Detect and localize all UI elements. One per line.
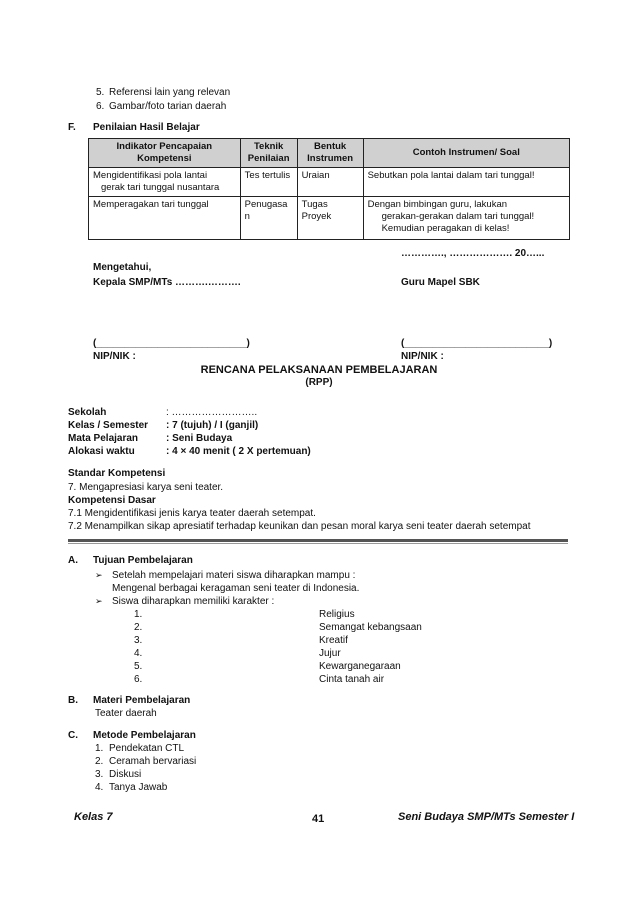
- ref-item-5-num: 5.: [96, 87, 105, 98]
- rpp-title: RENCANA PELAKSANAAN PEMBELAJARAN: [200, 364, 438, 376]
- sk-title: Standar Kompetensi: [68, 468, 166, 479]
- table-header-bentuk: Bentuk Instrumen: [297, 139, 363, 168]
- ref-item-6-num: 6.: [96, 101, 105, 112]
- assessment-table: [88, 138, 570, 240]
- table-cell: [89, 168, 241, 197]
- footer-left: Kelas 7: [74, 811, 113, 823]
- karakter-num: 6.: [134, 674, 143, 685]
- karakter-num: 3.: [134, 635, 143, 646]
- footer-right: Seni Budaya SMP/MTs Semester I: [398, 811, 575, 823]
- table-cell: [297, 197, 363, 240]
- karakter-item: Religius: [319, 609, 355, 620]
- section-b-letter: B.: [68, 695, 78, 706]
- metode-item: Diskusi: [109, 769, 142, 780]
- ref-item-6: Gambar/foto tarian daerah: [109, 101, 227, 112]
- section-divider-thin: [68, 543, 568, 544]
- metode-num: 1.: [95, 743, 104, 754]
- right-nip: NIP/NIK :: [401, 351, 444, 362]
- karakter-item: Semangat kebangsaan: [319, 622, 422, 633]
- section-divider: [68, 539, 568, 542]
- cell-text: Tugas: [301, 199, 328, 210]
- karakter-num: 2.: [134, 622, 143, 633]
- table-header-teknik: Teknik Penilaian: [240, 139, 297, 168]
- section-a-letter: A.: [68, 555, 78, 566]
- tujuan-text-2: Mengenal berbagai keragaman seni teater di Indonesia.: [112, 583, 360, 594]
- metode-item: Tanya Jawab: [109, 782, 168, 793]
- section-a-title: Tujuan Pembelajaran: [93, 555, 193, 566]
- metode-item: Pendekatan CTL: [109, 743, 185, 754]
- karakter-item: Jujur: [319, 648, 341, 659]
- metode-num: 2.: [95, 756, 104, 767]
- identity-value-kelas: : 7 (tujuh) / I (ganjil): [166, 420, 259, 431]
- metode-num: 4.: [95, 782, 104, 793]
- karakter-item: Kewarganegaraan: [319, 661, 401, 672]
- table-cell: [363, 197, 569, 240]
- section-c-letter: C.: [68, 730, 78, 741]
- karakter-item: Cinta tanah air: [319, 674, 385, 685]
- section-b-title: Materi Pembelajaran: [93, 695, 191, 706]
- identity-label-sekolah: Sekolah: [68, 407, 107, 418]
- kd-item-1: 7.1 Mengidentifikasi jenis karya teater daerah setempat.: [68, 508, 316, 519]
- table-cell: Tes tertulis: [240, 168, 297, 197]
- section-f-letter: F.: [68, 122, 76, 133]
- table-cell: Uraian: [297, 168, 363, 197]
- left-signature-line: (___________________________): [93, 338, 250, 349]
- identity-label-mapel: Mata Pelajaran: [68, 433, 139, 444]
- identity-label-kelas: Kelas / Semester: [68, 420, 149, 431]
- tujuan-text-1: Setelah mempelajari materi siswa diharapkan mampu :: [112, 570, 356, 581]
- kd-item-2: 7.2 Menampilkan sikap apresiatif terhadap keunikan dan pesan moral karya seni teater daerah setempat: [68, 521, 531, 532]
- mengetahui-label: Mengetahui,: [93, 262, 152, 273]
- table-cell: Memperagakan tari tunggal: [89, 197, 241, 240]
- date-line: …………., ………………. 20…...: [401, 248, 545, 259]
- cell-text: gerakan-gerakan dalam tari tunggal!: [381, 211, 535, 222]
- identity-label-alokasi: Alokasi waktu: [68, 446, 135, 457]
- metode-item: Ceramah bervariasi: [109, 756, 197, 767]
- karakter-item: Kreatif: [319, 635, 348, 646]
- arrow-bullet-icon: ➢: [95, 596, 103, 606]
- cell-text: Kemudian peragakan di kelas!: [381, 223, 510, 234]
- section-c-title: Metode Pembelajaran: [93, 730, 196, 741]
- metode-num: 3.: [95, 769, 104, 780]
- cell-text: Proyek: [301, 211, 332, 222]
- table-header-row: [89, 139, 570, 168]
- table-header-contoh: Contoh Instrumen/ Soal: [363, 139, 569, 168]
- sk-item: 7. Mengapresiasi karya seni teater.: [68, 482, 224, 493]
- cell-text: Dengan bimbingan guru, lakukan: [367, 199, 508, 210]
- materi-text: Teater daerah: [95, 708, 157, 719]
- section-f-title: Penilaian Hasil Belajar: [93, 122, 200, 133]
- cell-text: Penugasa: [244, 199, 288, 210]
- karakter-num: 4.: [134, 648, 143, 659]
- cell-text: Mengidentifikasi pola lantai: [93, 170, 208, 181]
- ref-item-5: Referensi lain yang relevan: [109, 87, 231, 98]
- arrow-bullet-icon: ➢: [95, 570, 103, 580]
- table-row: [89, 197, 570, 240]
- karakter-num: 1.: [134, 609, 143, 620]
- table-header-indikator: Indikator Pencapaian Kompetensi: [89, 139, 241, 168]
- left-nip: NIP/NIK :: [93, 351, 136, 362]
- cell-text: gerak tari tunggal nusantara: [101, 182, 220, 193]
- identity-value-alokasi: : 4 × 40 menit ( 2 X pertemuan): [166, 446, 311, 457]
- identity-value-sekolah: : ……………………..: [166, 407, 258, 418]
- cell-text: n: [244, 211, 250, 222]
- karakter-intro: Siswa diharapkan memiliki karakter :: [112, 596, 275, 607]
- table-cell: [240, 197, 297, 240]
- identity-value-mapel: : Seni Budaya: [166, 433, 233, 444]
- table-cell: Sebutkan pola lantai dalam tari tunggal!: [363, 168, 569, 197]
- right-signature-line: (__________________________): [401, 338, 553, 349]
- karakter-num: 5.: [134, 661, 143, 672]
- page-number: 41: [312, 813, 325, 825]
- kepala-label: Kepala SMP/MTs ……….……….: [93, 277, 241, 288]
- rpp-subtitle: (RPP): [305, 377, 333, 388]
- guru-label: Guru Mapel SBK: [401, 277, 480, 288]
- table-row: [89, 168, 570, 197]
- kd-title: Kompetensi Dasar: [68, 495, 156, 506]
